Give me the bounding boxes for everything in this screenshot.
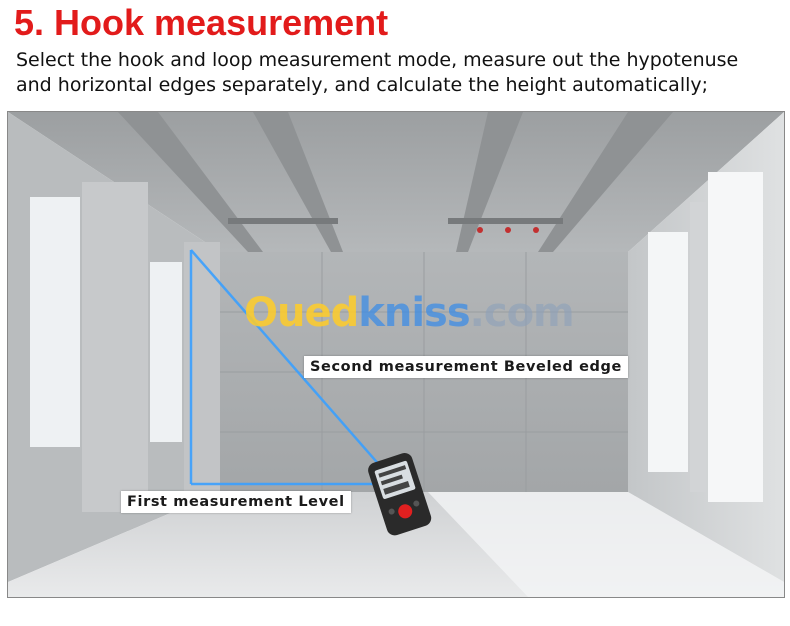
description-line-1: Select the hook and loop measurement mode, measure out the hypotenuse: [16, 49, 739, 71]
watermark-part-2: kniss: [358, 290, 470, 336]
right-window: [648, 232, 688, 472]
left-window: [150, 262, 182, 442]
left-window: [30, 197, 80, 447]
room-photo: [7, 111, 785, 598]
ceiling-light: [477, 227, 483, 233]
right-window: [708, 172, 763, 502]
page-title: 5. Hook measurement: [14, 2, 389, 43]
ceiling-light: [505, 227, 511, 233]
watermark-part-1: Oued: [244, 290, 359, 336]
label-first-measurement: First measurement Level: [121, 491, 351, 513]
ceiling-light: [533, 227, 539, 233]
left-pillar: [82, 182, 148, 512]
description-text: [16, 48, 776, 98]
light-track: [448, 218, 563, 224]
watermark: [244, 290, 574, 336]
right-pillar: [690, 202, 706, 492]
room-illustration: [8, 112, 784, 597]
light-track: [228, 218, 338, 224]
watermark-part-3: .com: [469, 290, 574, 336]
label-second-measurement: Second measurement Beveled edge: [304, 356, 628, 378]
left-pillar: [184, 242, 220, 492]
description-line-2: and horizontal edges separately, and calculate the height automatically;: [16, 74, 709, 96]
